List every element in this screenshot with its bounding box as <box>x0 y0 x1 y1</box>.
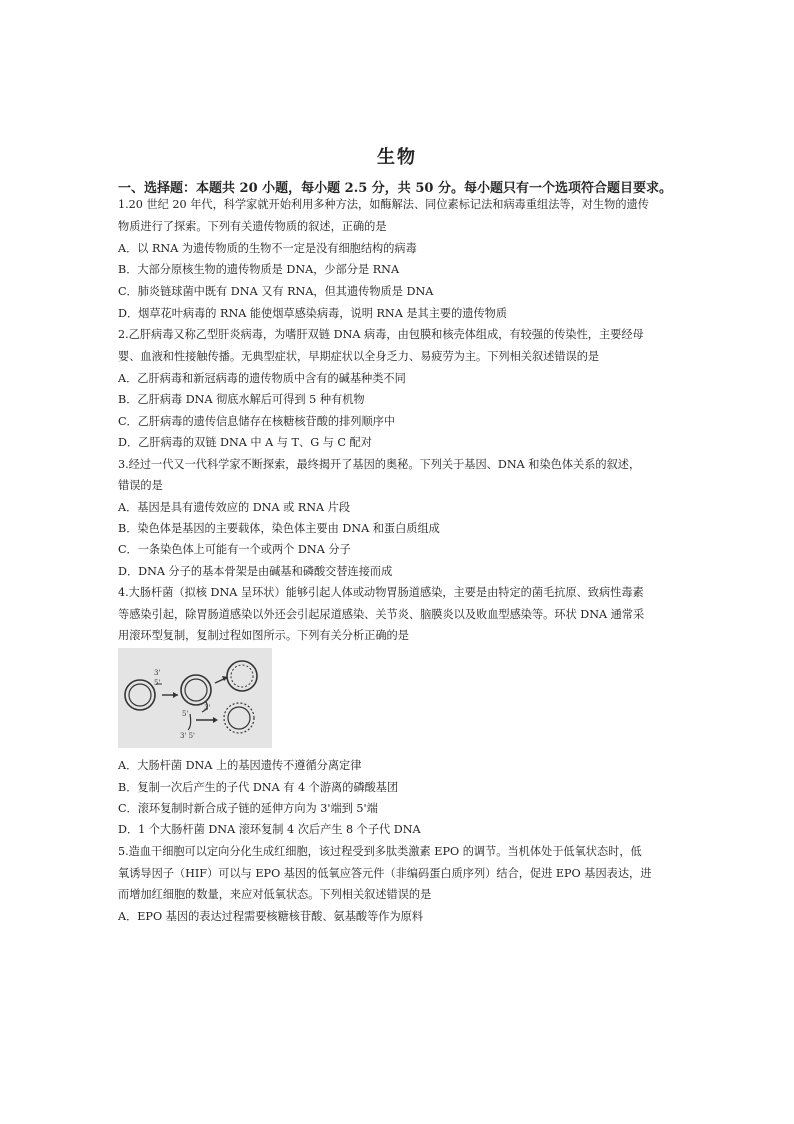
label-5prime-1: 5' <box>154 679 161 687</box>
q1-stem-line-1: 1.20 世纪 20 年代，科学家就开始利用多种方法，如酶解法、同位素标记法和病毒重组法等，对生物的遗传 <box>118 198 649 211</box>
q5-stem-line-2: 氧诱导因子（HIF）可以与 EPO 基因的低氧应答元件（非编码蛋白质序列）结合，促进 EPO 基因表达，进 <box>118 867 652 880</box>
q1-stem-line-2: 物质进行了探索。下列有关遗传物质的叙述，正确的是 <box>118 220 387 233</box>
arrow-1-head <box>173 692 178 698</box>
q4-stem-line-3: 用滚环型复制，复制过程如图所示。下列有关分析正确的是 <box>118 629 409 642</box>
q1-option-b: B．大部分原核生物的遗传物质是 DNA，少部分是 RNA <box>118 263 400 276</box>
q3-stem-line-2: 错误的是 <box>118 479 163 492</box>
section-heading: 一、选择题：本题共 20 小题，每小题 2.5 分，共 50 分。每小题只有一个选项符合题目要求。 <box>118 181 672 196</box>
q1-option-d: D．烟草花叶病毒的 RNA 能使烟草感染病毒，说明 RNA 是其主要的遗传物质 <box>118 307 508 320</box>
q5-stem-line-1: 5.造血干细胞可以定向分化生成红细胞，该过程受到多肽类激素 EPO 的调节。当机体处于低氧状态时，低 <box>118 845 642 858</box>
q2-stem-line-1: 2.乙肝病毒又称乙型肝炎病毒，为嗜肝双链 DNA 病毒，由包膜和核壳体组成，有较强的传染性，主要经母 <box>118 328 644 341</box>
rolling-circle-replication-figure <box>118 648 272 748</box>
label-5prime-2: 5' <box>182 710 189 718</box>
dna-ring-inner-4 <box>228 707 250 729</box>
q4-stem-line-2: 等感染引起，除胃肠道感染以外还会引起尿道感染、关节炎、脑膜炎以及败血型感染等。环状 DNA 通常采 <box>118 608 645 621</box>
q1-option-a: A．以 RNA 为遗传物质的生物不一定是没有细胞结构的病毒 <box>118 242 417 255</box>
page-title: 生物 <box>377 147 417 168</box>
label-3-5-prime: 3' 5' <box>180 732 195 740</box>
dna-ring-dashed-3 <box>231 665 253 687</box>
q4-stem-line-1: 4.大肠杆菌（拟核 DNA 呈环状）能够引起人体或动物胃肠道感染，主要是由特定的菌毛抗原、致病性毒素 <box>118 586 644 599</box>
q2-option-b: B．乙肝病毒 DNA 彻底水解后可得到 5 种有机物 <box>118 393 365 406</box>
q4-option-a: A．大肠杆菌 DNA 上的基因遗传不遵循分离定律 <box>118 759 362 772</box>
q4-option-d: D．1 个大肠杆菌 DNA 滚环复制 4 次后产生 8 个子代 DNA <box>118 823 421 836</box>
dna-ring-inner-2 <box>185 679 207 701</box>
q2-option-a: A．乙肝病毒和新冠病毒的遗传物质中含有的碱基种类不同 <box>118 372 406 385</box>
label-3prime-1: 3' <box>154 669 161 677</box>
replication-diagram <box>118 648 272 748</box>
q2-stem-line-2: 婴、血液和性接触传播。无典型症状，早期症状以全身乏力、易疲劳为主。下列相关叙述错误的是 <box>118 350 600 363</box>
q3-option-d: D．DNA 分子的基本骨架是由碱基和磷酸交替连接而成 <box>118 565 393 578</box>
q3-option-a: A．基因是具有遗传效应的 DNA 或 RNA 片段 <box>118 501 351 514</box>
q1-option-c: C．肺炎链球菌中既有 DNA 又有 RNA，但其遗传物质是 DNA <box>118 285 434 298</box>
label-3prime-2: 3' <box>204 704 211 712</box>
q4-option-b: B．复制一次后产生的子代 DNA 有 4 个游离的磷酸基团 <box>118 781 399 794</box>
q3-option-c: C．一条染色体上可能有一个或两个 DNA 分子 <box>118 543 351 556</box>
q4-option-c: C．滚环复制时新合成子链的延伸方向为 3'端到 5'端 <box>118 802 378 815</box>
q2-option-c: C．乙肝病毒的遗传信息储存在核糖核苷酸的排列顺序中 <box>118 415 396 428</box>
dna-ring-inner-1 <box>129 684 151 706</box>
lagging-strand <box>188 714 191 730</box>
arrow-3-head <box>213 717 218 723</box>
q3-option-b: B．染色体是基因的主要载体，染色体主要由 DNA 和蛋白质组成 <box>118 522 440 535</box>
q5-stem-line-3: 而增加红细胞的数量，来应对低氧状态。下列相关叙述错误的是 <box>118 888 432 901</box>
q3-stem-line-1: 3.经过一代又一代科学家不断探索，最终揭开了基因的奥秘。下列关于基因、DNA 和染色体关系的叙述， <box>118 458 641 471</box>
q5-option-a: A．EPO 基因的表达过程需要核糖核苷酸、氨基酸等作为原料 <box>118 910 424 923</box>
q2-option-d: D．乙肝病毒的双链 DNA 中 A 与 T、G 与 C 配对 <box>118 436 372 449</box>
